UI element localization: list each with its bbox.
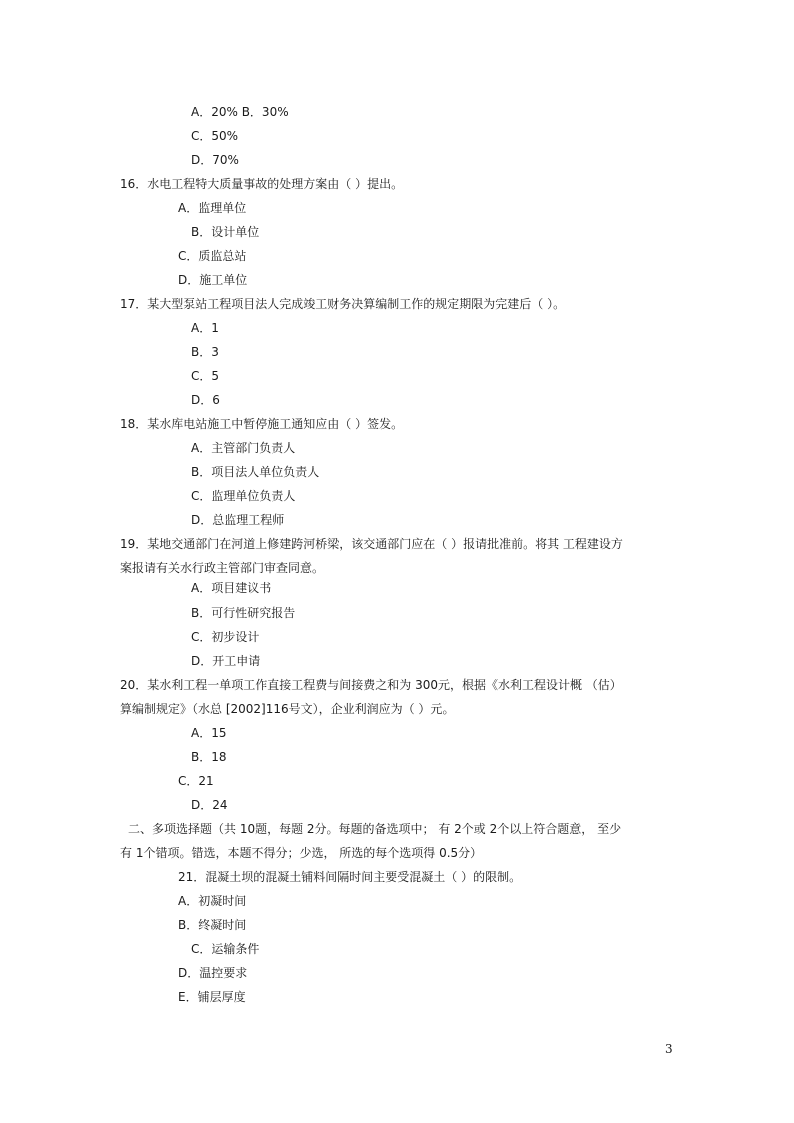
q16-option-b: B．设计单位 <box>191 225 260 239</box>
q19-option-b: B．可行性研究报告 <box>191 606 296 620</box>
q15-option-a-b: A．20% B．30% <box>191 105 289 119</box>
q16-option-a: A．监理单位 <box>178 201 247 215</box>
q20-option-c: C．21 <box>178 774 214 788</box>
section-heading-cont: 有 1个错项。错选，本题不得分；少选， 所选的每个选项得 0.5分） <box>120 846 483 860</box>
q15-option-d: D．70% <box>191 153 239 167</box>
q21-option-d: D．温控要求 <box>178 966 248 980</box>
q18-option-b: B．项目法人单位负责人 <box>191 465 320 479</box>
q19-option-d: D．开工申请 <box>191 654 261 668</box>
question-19: 19．某地交通部门在河道上修建跨河桥梁，该交通部门应在（ ）报请批准前。将其 工程建设方 <box>120 537 623 551</box>
q20-option-b: B．18 <box>191 750 227 764</box>
q17-option-a: A．1 <box>191 321 219 335</box>
q21-option-c: C．运输条件 <box>191 942 260 956</box>
q20-option-d: D．24 <box>191 798 228 812</box>
q18-option-a: A．主管部门负责人 <box>191 441 296 455</box>
q16-option-d: D．施工单位 <box>178 273 248 287</box>
question-19-cont: 案报请有关水行政主管部门审查同意。 <box>120 561 325 575</box>
q16-option-c: C．质监总站 <box>178 249 247 263</box>
q21-option-e: E．铺层厚度 <box>178 990 246 1004</box>
question-20: 20．某水利工程一单项工作直接工程费与间接费之和为 300元，根据《水利工程设计概 （估） <box>120 678 622 692</box>
q17-option-d: D．6 <box>191 393 220 407</box>
q15-option-c: C．50% <box>191 129 239 143</box>
question-16: 16．水电工程特大质量事故的处理方案由（ ）提出。 <box>120 177 404 191</box>
q21-option-b: B．终凝时间 <box>178 918 247 932</box>
page-number: 3 <box>665 1042 673 1056</box>
question-20-cont: 算编制规定》（水总 [2002]116号文），企业利润应为（ ）元。 <box>120 702 455 716</box>
q19-option-c: C．初步设计 <box>191 630 260 644</box>
q17-option-c: C．5 <box>191 369 220 383</box>
section-heading: 二、多项选择题（共 10题，每题 2分。每题的备选项中； 有 2个或 2个以上符合题意， 至少 <box>128 822 622 836</box>
q19-option-a: A．项目建议书 <box>191 581 272 595</box>
question-18: 18．某水库电站施工中暂停施工通知应由（ ）签发。 <box>120 417 404 431</box>
question-17: 17．某大型泵站工程项目法人完成竣工财务决算编制工作的规定期限为完建后（ ）。 <box>120 297 566 311</box>
q20-option-a: A．15 <box>191 726 227 740</box>
q18-option-c: C．监理单位负责人 <box>191 489 296 503</box>
question-21: 21．混凝土坝的混凝土铺料间隔时间主要受混凝土（ ）的限制。 <box>178 870 522 884</box>
q18-option-d: D．总监理工程师 <box>191 513 285 527</box>
q21-option-a: A．初凝时间 <box>178 894 247 908</box>
q17-option-b: B．3 <box>191 345 219 359</box>
